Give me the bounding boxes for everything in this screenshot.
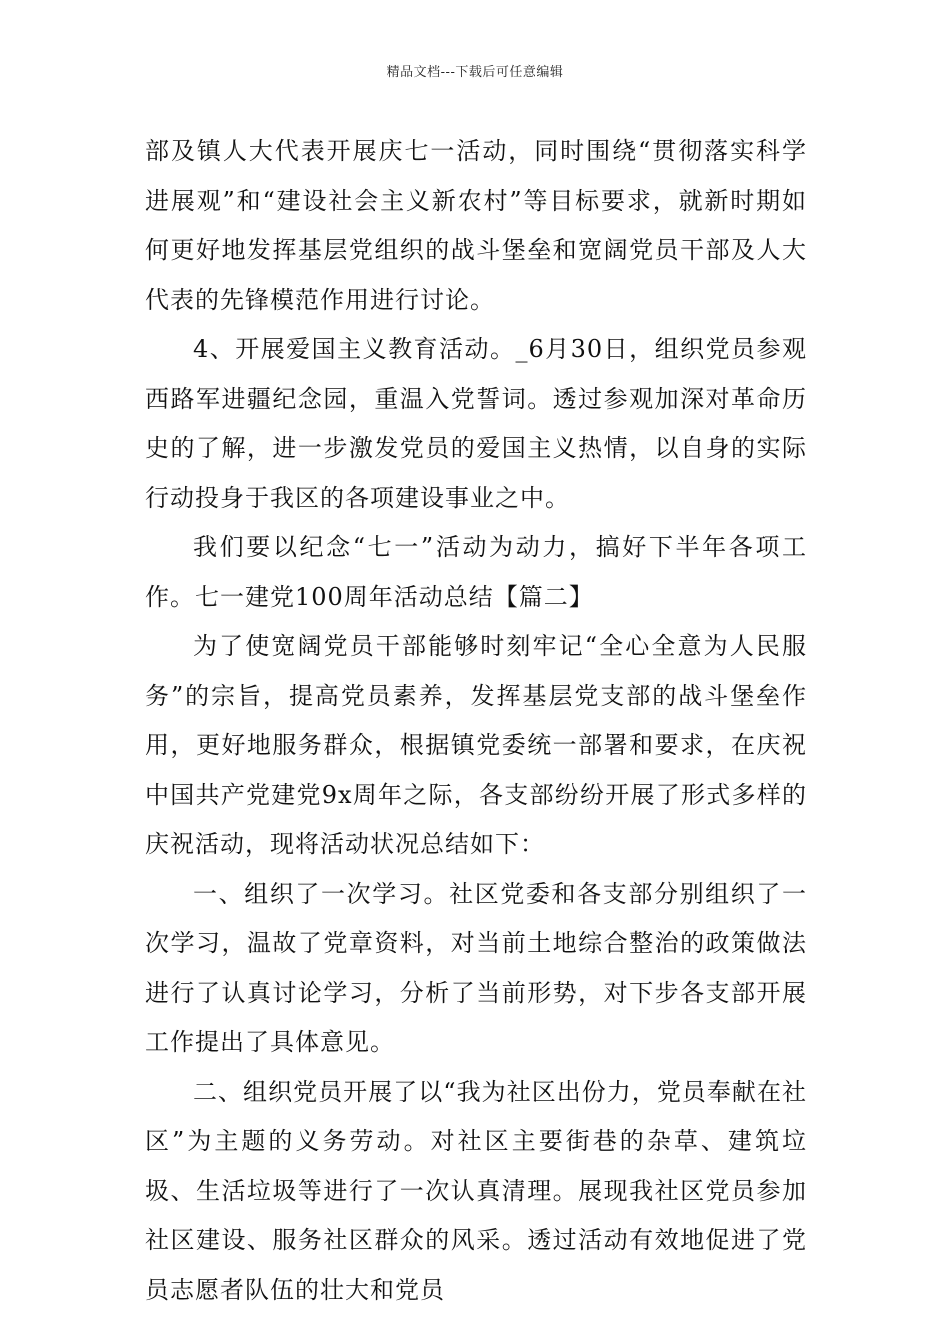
- paragraph-4: 为了使宽阔党员干部能够时刻牢记“全心全意为人民服务”的宗旨，提高党员素养，发挥基层党支部的战斗堡垒作用，更好地服务群众，根据镇党委统一部署和要求，在庆祝中国共产党建党9x周年之际，各支部纷纷开展了形式多样的庆祝活动，现将活动状况总结如下：: [145, 632, 807, 858]
- paragraph-6: 二、组织党员开展了以“我为社区出份力，党员奉献在社区”为主题的义务劳动。对社区主要街巷的杂草、建筑垃圾、生活垃圾等进行了一次认真清理。展现我社区党员参加社区建设、服务社区群众的风采。透过活动有效地促进了党员志愿者队伍的壮大和党员: [145, 1077, 807, 1304]
- paragraph-1: 部及镇人大代表开展庆七一活动，同时围绕“贯彻落实科学进展观”和“建设社会主义新农村”等目标要求，就新时期如何更好地发挥基层党组织的战斗堡垒和宽阔党员干部及人大代表的先锋模范作用进行讨论。: [145, 137, 807, 314]
- page-header: 精品文档---下载后可任意编辑: [386, 65, 564, 80]
- paragraph-2: 4、开展爱国主义教育活动。_6月30日，组织党员参观西路军进疆纪念园，重温入党誓词。透过参观加深对革命历史的了解，进一步激发党员的爱国主义热情，以自身的实际行动投身于我区的各项建设事业之中。: [145, 335, 807, 512]
- document-body: [145, 127, 807, 1315]
- paragraph-5: 一、组织了一次学习。社区党委和各支部分别组织了一次学习，温故了党章资料，对当前土地综合整治的政策做法进行了认真讨论学习，分析了当前形势，对下步各支部开展工作提出了具体意见。: [145, 879, 807, 1056]
- paragraph-3: 我们要以纪念“七一”活动为动力，搞好下半年各项工作。七一建党100周年活动总结【篇二】: [145, 533, 807, 611]
